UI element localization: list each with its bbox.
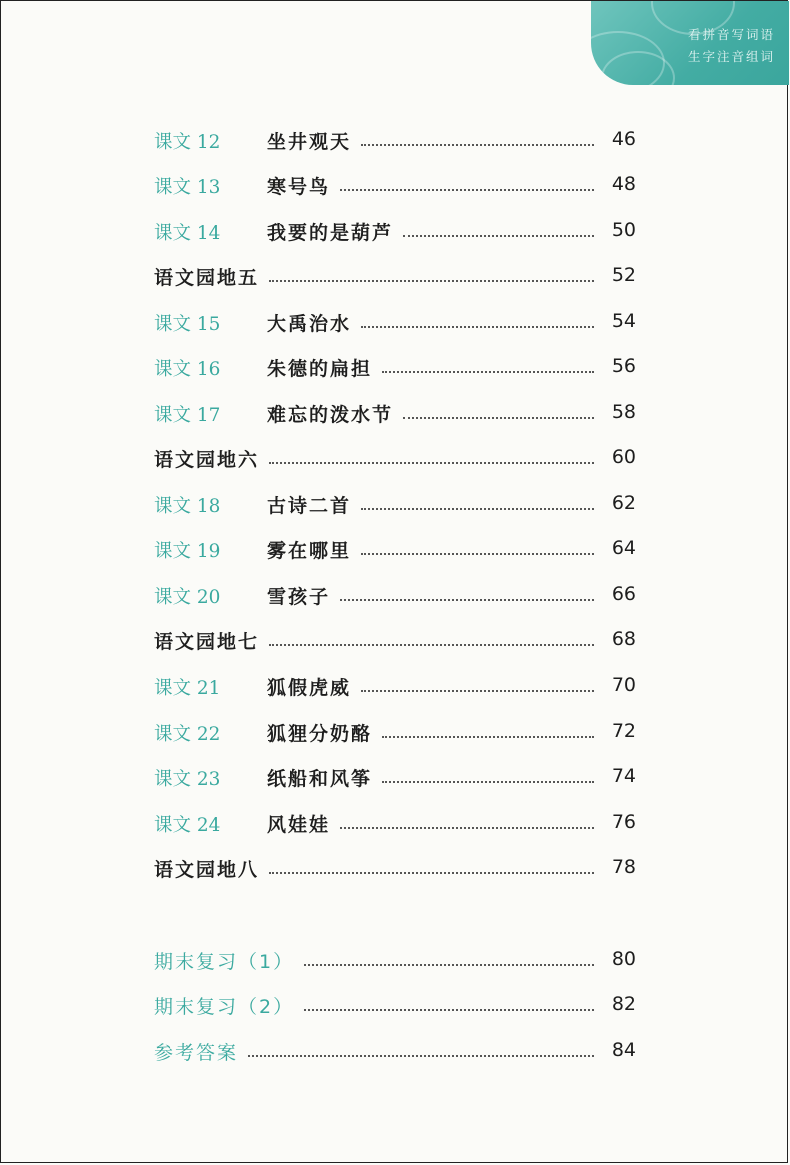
lesson-number: 课文 14 — [154, 223, 221, 244]
leader-dots — [361, 326, 594, 328]
toc-row — [154, 492, 636, 522]
page-number: 58 — [611, 401, 636, 423]
lesson-number: 课文 20 — [154, 587, 221, 608]
lesson-title: 语文园地五 — [154, 267, 260, 289]
lesson-number: 课文 24 — [154, 815, 221, 836]
lesson-title: 古诗二首 — [267, 495, 352, 517]
page-number: 62 — [611, 492, 636, 514]
lesson-number: 课文 13 — [154, 177, 221, 198]
lesson-title: 雪孩子 — [267, 586, 331, 608]
toc-row — [154, 128, 636, 158]
page-number: 52 — [611, 264, 636, 286]
toc-row — [154, 583, 636, 613]
lesson-title: 坐井观天 — [267, 131, 352, 153]
toc-row — [154, 628, 636, 658]
review-title: 参考答案 — [154, 1042, 239, 1064]
lesson-title: 寒号鸟 — [267, 176, 331, 198]
page-number: 84 — [611, 1039, 636, 1061]
lesson-title: 语文园地六 — [154, 449, 260, 471]
leader-dots — [403, 417, 594, 419]
lesson-title: 雾在哪里 — [267, 540, 352, 562]
review-row — [154, 948, 636, 978]
page-number: 48 — [611, 173, 636, 195]
page-number: 54 — [611, 310, 636, 332]
header-tab-line1: 看拼音写词语 — [687, 27, 775, 42]
toc-row — [154, 856, 636, 886]
review-title: 期末复习（2） — [154, 996, 295, 1018]
leader-dots — [361, 144, 594, 146]
page-number: 76 — [611, 811, 636, 833]
page-number: 78 — [611, 856, 636, 878]
leader-dots — [269, 462, 594, 464]
lesson-title: 大禹治水 — [267, 313, 352, 335]
leader-dots — [269, 644, 594, 646]
leader-dots — [382, 736, 594, 738]
page-number: 46 — [611, 128, 636, 150]
review-row — [154, 1039, 636, 1069]
leader-dots — [361, 553, 594, 555]
toc-row — [154, 811, 636, 841]
page-number: 50 — [611, 219, 636, 241]
page-number: 80 — [611, 948, 636, 970]
page-number: 68 — [611, 628, 636, 650]
toc-row — [154, 355, 636, 385]
page-number: 82 — [611, 993, 636, 1015]
leader-dots — [403, 235, 594, 237]
leader-dots — [248, 1055, 594, 1057]
page-number: 72 — [611, 720, 636, 742]
leader-dots — [269, 872, 594, 874]
review-row — [154, 993, 636, 1023]
page-number: 70 — [611, 674, 636, 696]
toc-row — [154, 401, 636, 431]
leader-dots — [382, 781, 594, 783]
page-number: 74 — [611, 765, 636, 787]
toc-row — [154, 765, 636, 795]
leader-dots — [304, 964, 594, 966]
leader-dots — [269, 280, 594, 282]
lesson-title: 狐假虎威 — [267, 677, 352, 699]
lesson-title: 狐狸分奶酪 — [267, 723, 373, 745]
lesson-number: 课文 12 — [154, 132, 221, 153]
lesson-title: 难忘的泼水节 — [267, 404, 394, 426]
toc-row — [154, 310, 636, 340]
lesson-number: 课文 22 — [154, 724, 221, 745]
toc-row — [154, 173, 636, 203]
lesson-number: 课文 17 — [154, 405, 221, 426]
leader-dots — [340, 827, 594, 829]
lesson-title: 朱德的扁担 — [267, 358, 373, 380]
leader-dots — [340, 189, 594, 191]
lesson-number: 课文 16 — [154, 359, 221, 380]
page-number: 56 — [611, 355, 636, 377]
toc-row — [154, 537, 636, 567]
lesson-title: 语文园地八 — [154, 859, 260, 881]
toc-row — [154, 446, 636, 476]
page-number: 66 — [611, 583, 636, 605]
lesson-title: 风娃娃 — [267, 814, 331, 836]
leader-dots — [304, 1009, 594, 1011]
lesson-number: 课文 15 — [154, 314, 221, 335]
lesson-number: 课文 18 — [154, 496, 221, 517]
review-title: 期末复习（1） — [154, 951, 295, 973]
leader-dots — [340, 599, 594, 601]
lesson-title: 语文园地七 — [154, 631, 260, 653]
page-number: 60 — [611, 446, 636, 468]
lesson-title: 纸船和风筝 — [267, 768, 373, 790]
toc-row — [154, 720, 636, 750]
lesson-number: 课文 19 — [154, 541, 221, 562]
lesson-number: 课文 23 — [154, 769, 221, 790]
header-tab-line2: 生字注音组词 — [687, 49, 775, 64]
toc-row — [154, 219, 636, 249]
toc-row — [154, 674, 636, 704]
toc-row — [154, 264, 636, 294]
lesson-number: 课文 21 — [154, 678, 221, 699]
leader-dots — [361, 690, 594, 692]
leader-dots — [361, 508, 594, 510]
page-number: 64 — [611, 537, 636, 559]
lesson-title: 我要的是葫芦 — [267, 222, 394, 244]
leader-dots — [382, 371, 594, 373]
